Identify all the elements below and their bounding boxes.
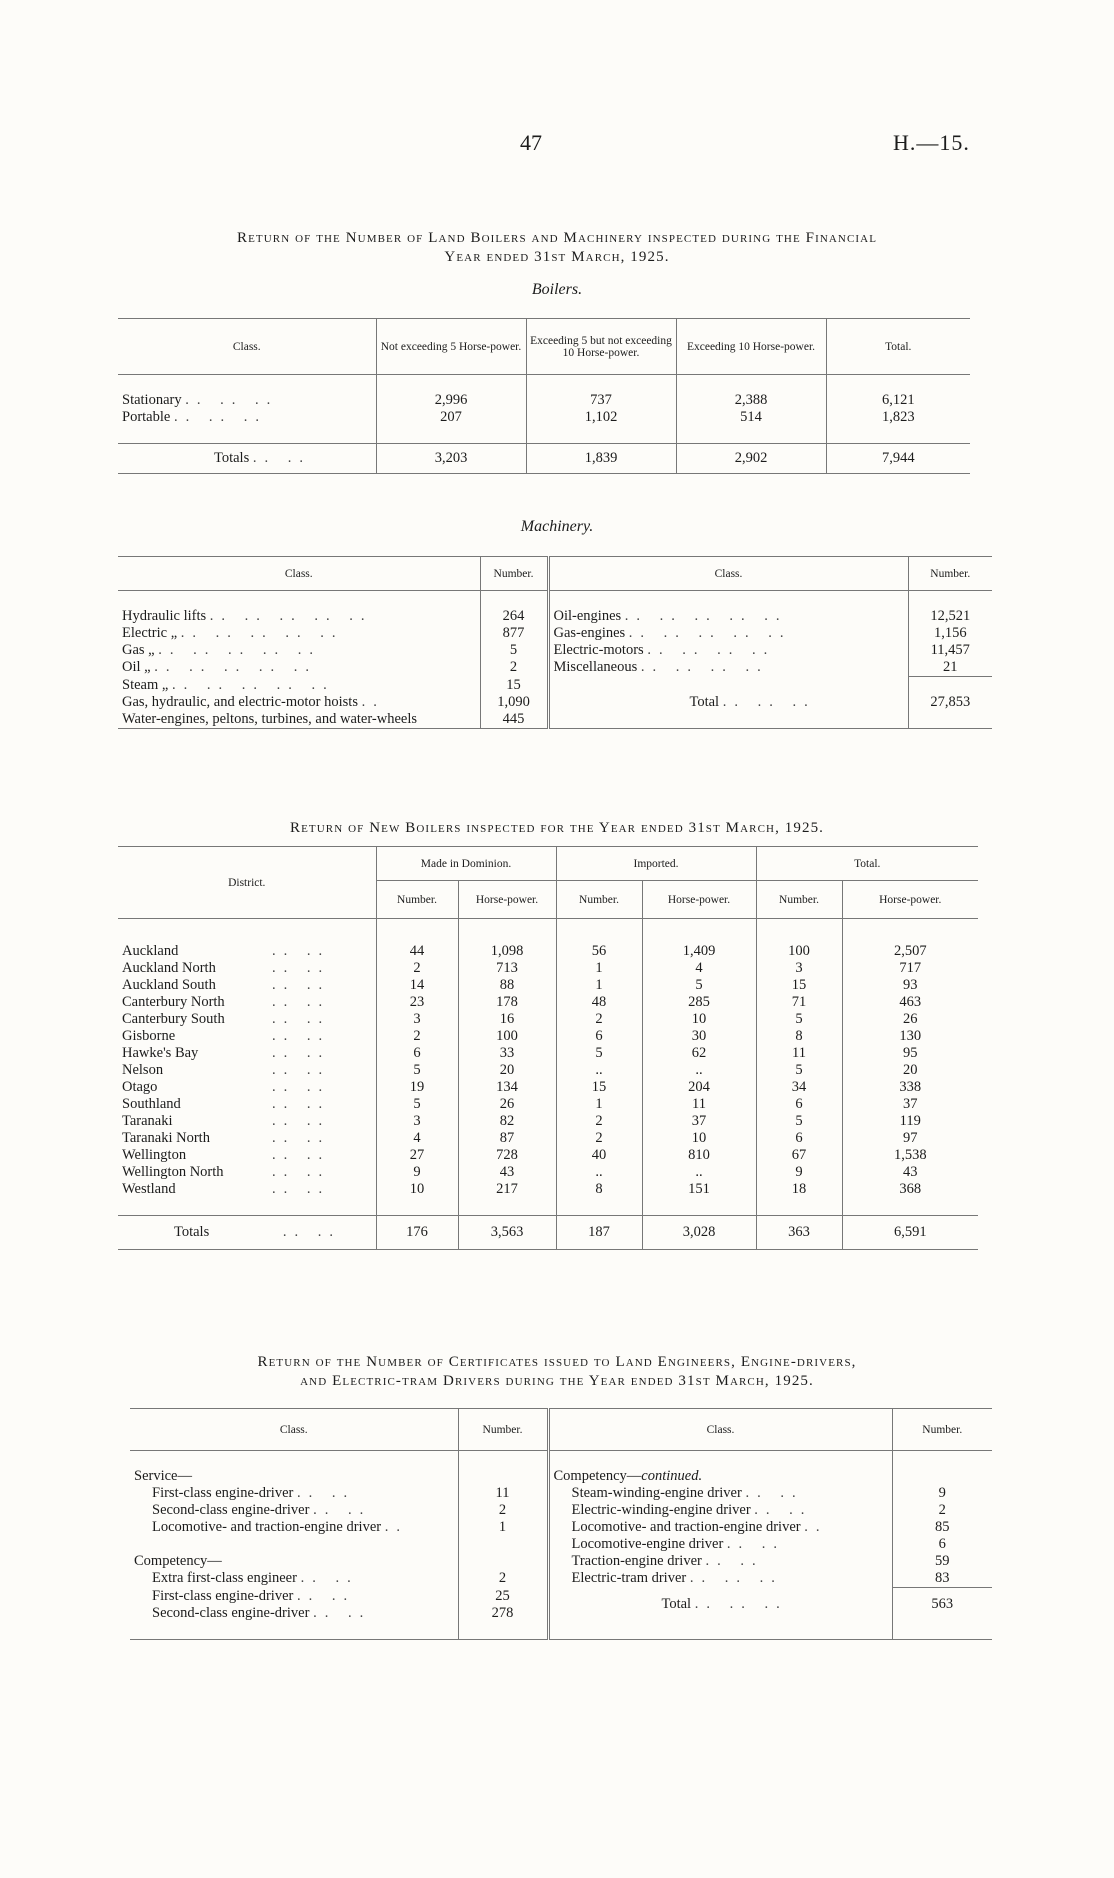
- boilers-header-gt10: Exceeding 10 Horse-power.: [676, 319, 826, 375]
- new-boilers-cell: 19: [376, 1079, 458, 1096]
- new-boilers-cell: 8: [556, 1181, 642, 1198]
- machinery-value: 877: [480, 625, 548, 642]
- machinery-total-label: Total: [689, 694, 720, 710]
- new-boilers-cell: 18: [756, 1181, 842, 1198]
- certificates-heading: Competency—: [134, 1553, 222, 1569]
- district-name: Nelson: [122, 1061, 164, 1078]
- district-cell: Auckland North .. ..: [122, 959, 331, 976]
- new-boilers-cell: 5: [376, 1096, 458, 1113]
- boilers-total-cell: 2,902: [676, 444, 826, 474]
- machinery-value: 2: [480, 659, 548, 677]
- machinery-row: Gas, hydraulic, and electric-motor hoists .. 1,090 Total .. .. .. 27,853: [118, 694, 992, 711]
- new-boilers-cell: 6: [376, 1045, 458, 1062]
- new-boilers-cell: 6: [556, 1028, 642, 1045]
- certificates-row: Locomotive-engine driver .. .. 6: [130, 1536, 992, 1553]
- machinery-label: Oil-engines: [553, 608, 622, 624]
- boilers-cell: 2,388: [676, 392, 826, 409]
- new-boilers-cell: 37: [642, 1113, 756, 1130]
- boilers-row-stationary: Stationary .. .. .. 2,996 737 2,388 6,121: [118, 392, 970, 409]
- new-boilers-cell: 130: [842, 1028, 978, 1045]
- new-boilers-cell: 26: [458, 1096, 556, 1113]
- machinery-header-class-right: Class.: [548, 557, 908, 591]
- new-boilers-table: [118, 846, 978, 1250]
- new-boilers-cell: 67: [756, 1147, 842, 1164]
- district-name: Wellington: [122, 1146, 187, 1163]
- boilers-row-label: Portable: [122, 409, 171, 425]
- new-boilers-title: Return of New Boilers inspected for the Year ended 31st March, 1925.: [289, 820, 825, 836]
- certificates-value: 11: [458, 1485, 548, 1502]
- certificates-value: 2: [458, 1570, 548, 1588]
- new-boilers-cell: 34: [756, 1079, 842, 1096]
- new-boilers-cell: ..: [642, 1164, 756, 1181]
- machinery-value: 264: [480, 608, 548, 625]
- district-name: Taranaki North: [122, 1129, 210, 1146]
- boilers-table: [118, 318, 970, 474]
- new-boilers-row: [118, 1096, 978, 1113]
- certificates-title: [100, 1353, 1014, 1391]
- new-boilers-cell: 87: [458, 1130, 556, 1147]
- certificates-label: Second-class engine-driver: [152, 1604, 310, 1621]
- machinery-row: Electric „ .. .. .. .. .. 877 Gas-engines .. .. .. .. .. 1,156: [118, 625, 992, 642]
- new-boilers-cell: 10: [642, 1130, 756, 1147]
- boilers-total-cell: 3,203: [376, 444, 526, 474]
- machinery-label: Electric „: [122, 625, 178, 641]
- machinery-label: Oil „: [122, 659, 151, 676]
- new-boilers-cell: 178: [458, 994, 556, 1011]
- district-cell: Gisborne .. ..: [122, 1027, 331, 1044]
- machinery-label: Hydraulic lifts: [122, 608, 207, 624]
- certificates-label: Second-class engine-driver: [152, 1502, 310, 1518]
- new-boilers-total-cell: 3,563: [458, 1215, 556, 1249]
- district-name: Otago: [122, 1078, 158, 1095]
- new-boilers-cell: 11: [756, 1045, 842, 1062]
- district-cell: Wellington North .. ..: [122, 1163, 331, 1180]
- new-boilers-cell: 27: [376, 1147, 458, 1164]
- boilers-title-line1: Return of the Number of Land Boilers and Machinery inspected during the Financial: [236, 230, 878, 246]
- machinery-value: 12,521: [908, 608, 992, 625]
- new-boilers-cell: 3: [756, 960, 842, 977]
- new-boilers-total-cell: 176: [376, 1215, 458, 1249]
- certificates-total-value: 563: [892, 1588, 992, 1622]
- certificates-title-line2: and Electric-tram Drivers during the Year ended 31st March, 1925.: [300, 1373, 814, 1389]
- new-boilers-total-cell: 187: [556, 1215, 642, 1249]
- new-boilers-cell: 97: [842, 1130, 978, 1147]
- machinery-header-number-left: Number.: [480, 557, 548, 591]
- new-boilers-cell: 56: [556, 943, 642, 960]
- district-cell: Taranaki .. ..: [122, 1112, 331, 1129]
- new-boilers-cell: 100: [756, 943, 842, 960]
- document-reference: H.—15.: [893, 130, 970, 155]
- new-boilers-row: [118, 977, 978, 994]
- district-cell: Wellington .. ..: [122, 1146, 331, 1163]
- new-boilers-cell: 204: [642, 1079, 756, 1096]
- new-boilers-cell: 10: [376, 1181, 458, 1198]
- certificates-value: 85: [892, 1519, 992, 1536]
- district-cell: Auckland South .. ..: [122, 976, 331, 993]
- new-boilers-cell: 100: [458, 1028, 556, 1045]
- machinery-label: Gas-engines: [553, 625, 626, 641]
- machinery-row: Hydraulic lifts .. .. .. .. .. 264 Oil-engines .. .. .. .. .. 12,521: [118, 608, 992, 625]
- district-name: Westland: [122, 1180, 176, 1197]
- machinery-label: Electric-motors: [553, 642, 644, 658]
- new-boilers-cell: 62: [642, 1045, 756, 1062]
- new-boilers-cell: 20: [842, 1062, 978, 1079]
- certificates-label: Locomotive-engine driver: [571, 1536, 724, 1552]
- new-boilers-cell: 713: [458, 960, 556, 977]
- new-boilers-row: [118, 1130, 978, 1147]
- boilers-row-label: Stationary: [122, 392, 182, 408]
- new-boilers-cell: 810: [642, 1147, 756, 1164]
- new-boilers-cell: 717: [842, 960, 978, 977]
- boilers-cell: 2,996: [376, 392, 526, 409]
- new-boilers-cell: 5: [642, 977, 756, 994]
- certificates-label: Locomotive- and traction-engine driver: [152, 1519, 382, 1535]
- district-name: Taranaki: [122, 1112, 173, 1129]
- new-boilers-cell: 43: [842, 1164, 978, 1181]
- new-boilers-cell: 134: [458, 1079, 556, 1096]
- new-boilers-cell: 5: [556, 1045, 642, 1062]
- certificates-value: 9: [892, 1485, 992, 1502]
- district-cell: Canterbury South .. ..: [122, 1010, 331, 1027]
- new-boilers-cell: 338: [842, 1079, 978, 1096]
- new-boilers-cell: 30: [642, 1028, 756, 1045]
- certificates-label: Electric-tram driver: [571, 1570, 687, 1587]
- certificates-row: [130, 1468, 992, 1485]
- machinery-header-class-left: Class.: [284, 567, 313, 580]
- certificates-table: [130, 1408, 992, 1640]
- machinery-label: Miscellaneous: [553, 659, 638, 676]
- certificates-label: First-class engine-driver: [152, 1587, 294, 1604]
- certificates-heading: Service—: [134, 1468, 192, 1484]
- certificates-header-number-right: Number.: [892, 1409, 992, 1451]
- certificates-row: Locomotive- and traction-engine driver .. 1 Locomotive- and traction-engine driver .. 85: [130, 1519, 992, 1536]
- boilers-header-total: Total.: [826, 319, 970, 375]
- new-boilers-cell: 43: [458, 1164, 556, 1181]
- new-boilers-cell: 2: [556, 1130, 642, 1147]
- machinery-label: Gas, hydraulic, and electric-motor hoists: [122, 694, 358, 710]
- district-cell: Canterbury North .. ..: [122, 993, 331, 1010]
- certificates-value: 278: [458, 1605, 548, 1622]
- new-boilers-subheader: Number.: [556, 881, 642, 919]
- boilers-totals-row: Totals .. .. 3,203 1,839 2,902 7,944: [118, 444, 970, 474]
- district-cell: Auckland .. ..: [122, 942, 331, 959]
- new-boilers-cell: 48: [556, 994, 642, 1011]
- new-boilers-cell: 9: [756, 1164, 842, 1181]
- new-boilers-cell: 40: [556, 1147, 642, 1164]
- new-boilers-cell: 20: [458, 1062, 556, 1079]
- certificates-value: 1: [458, 1519, 548, 1536]
- certificates-label: Locomotive- and traction-engine driver: [571, 1519, 801, 1535]
- new-boilers-cell: 119: [842, 1113, 978, 1130]
- certificates-title-line1: Return of the Number of Certificates issued to Land Engineers, Engine-drivers,: [257, 1354, 857, 1370]
- new-boilers-cell: 9: [376, 1164, 458, 1181]
- new-boilers-cell: 82: [458, 1113, 556, 1130]
- new-boilers-cell: 2: [556, 1011, 642, 1028]
- new-boilers-subheader: Horse-power.: [842, 881, 978, 919]
- new-boilers-header-district: District.: [118, 847, 376, 919]
- new-boilers-cell: 5: [756, 1062, 842, 1079]
- new-boilers-row: [118, 1181, 978, 1198]
- machinery-value: 21: [908, 659, 992, 677]
- new-boilers-cell: 8: [756, 1028, 842, 1045]
- certificates-label: First-class engine-driver: [152, 1485, 294, 1501]
- new-boilers-cell: 10: [642, 1011, 756, 1028]
- new-boilers-total-cell: 363: [756, 1215, 842, 1249]
- new-boilers-cell: 88: [458, 977, 556, 994]
- machinery-label: Steam „: [122, 676, 169, 693]
- boilers-totals-label: Totals: [214, 450, 250, 466]
- certificates-row: First-class engine-driver .. .. 25 Total .. .. .. 563: [130, 1588, 992, 1605]
- district-cell: Westland .. ..: [122, 1180, 331, 1197]
- new-boilers-cell: 23: [376, 994, 458, 1011]
- new-boilers-cell: 95: [842, 1045, 978, 1062]
- district-name: Auckland: [122, 942, 179, 959]
- machinery-label: Water-engines, peltons, turbines, and water-wheels: [122, 711, 417, 727]
- new-boilers-cell: 6: [756, 1096, 842, 1113]
- boilers-header-class: Class.: [232, 340, 261, 353]
- certificates-value: 25: [458, 1588, 548, 1605]
- new-boilers-row: [118, 1113, 978, 1130]
- machinery-value: 1,156: [908, 625, 992, 642]
- district-name: Hawke's Bay: [122, 1044, 199, 1061]
- new-boilers-cell: 11: [642, 1096, 756, 1113]
- machinery-value: 5: [480, 642, 548, 659]
- new-boilers-cell: 2,507: [842, 943, 978, 960]
- certificates-label: Electric-winding-engine driver: [571, 1502, 751, 1518]
- machinery-value: 15: [480, 677, 548, 695]
- new-boilers-row: [118, 1028, 978, 1045]
- new-boilers-cell: 15: [556, 1079, 642, 1096]
- boilers-cell: 514: [676, 409, 826, 426]
- machinery-table: [118, 556, 992, 729]
- certificates-row: Second-class engine-driver .. .. 2 Electric-winding-engine driver .. .. 2: [130, 1502, 992, 1519]
- new-boilers-cell: 368: [842, 1181, 978, 1198]
- new-boilers-cell: 3: [376, 1011, 458, 1028]
- new-boilers-header-total: Total.: [756, 847, 978, 881]
- new-boilers-subheader: Horse-power.: [642, 881, 756, 919]
- district-name: Gisborne: [122, 1027, 176, 1044]
- boilers-total-cell: 7,944: [826, 444, 970, 474]
- new-boilers-cell: ..: [556, 1164, 642, 1181]
- new-boilers-cell: 4: [642, 960, 756, 977]
- page-number: 47: [520, 130, 542, 155]
- certificates-header-class-right: Class.: [548, 1409, 892, 1451]
- boilers-cell: 737: [526, 392, 676, 409]
- new-boilers-cell: 15: [756, 977, 842, 994]
- district-cell: Southland .. ..: [122, 1095, 331, 1112]
- new-boilers-cell: 33: [458, 1045, 556, 1062]
- certificates-label: Steam-winding-engine driver: [571, 1485, 742, 1501]
- district-name: Canterbury South: [122, 1010, 225, 1027]
- machinery-row: [118, 711, 992, 729]
- new-boilers-header-dominion: Made in Dominion.: [376, 847, 556, 881]
- new-boilers-cell: 3: [376, 1113, 458, 1130]
- district-cell: Hawke's Bay .. ..: [122, 1044, 331, 1061]
- new-boilers-cell: 1: [556, 960, 642, 977]
- new-boilers-cell: 26: [842, 1011, 978, 1028]
- machinery-label: Gas „: [122, 642, 155, 658]
- certificates-label: Extra first-class engineer: [152, 1570, 297, 1587]
- new-boilers-cell: 71: [756, 994, 842, 1011]
- district-name: Auckland North: [122, 959, 216, 976]
- district-cell: Nelson .. ..: [122, 1061, 331, 1078]
- machinery-value: 11,457: [908, 642, 992, 659]
- boilers-subtitle: Boilers.: [531, 281, 583, 298]
- new-boilers-cell: 44: [376, 943, 458, 960]
- certificates-value: 2: [892, 1502, 992, 1519]
- boilers-cell: 1,823: [826, 409, 970, 426]
- new-boilers-cell: 2: [376, 960, 458, 977]
- certificates-row: Competency— Traction-engine driver .. .. 59: [130, 1553, 992, 1570]
- new-boilers-totals-row: Totals .. .. 176 3,563 187 3,028 363 6,591: [118, 1215, 978, 1249]
- new-boilers-subheader: Number.: [376, 881, 458, 919]
- boilers-header-le5: Not exceeding 5 Horse-power.: [376, 319, 526, 375]
- new-boilers-cell: 151: [642, 1181, 756, 1198]
- certificates-header-number-left: Number.: [458, 1409, 548, 1451]
- boilers-row-portable: Portable .. .. .. 207 1,102 514 1,823: [118, 409, 970, 426]
- certificates-row: Second-class engine-driver .. .. 278: [130, 1605, 992, 1622]
- new-boilers-totals-label: Totals: [174, 1223, 210, 1240]
- new-boilers-cell: 4: [376, 1130, 458, 1147]
- new-boilers-cell: 285: [642, 994, 756, 1011]
- new-boilers-cell: 728: [458, 1147, 556, 1164]
- new-boilers-row: [118, 1079, 978, 1096]
- new-boilers-cell: 1: [556, 977, 642, 994]
- boilers-title-line2: Year ended 31st March, 1925.: [444, 249, 670, 265]
- new-boilers-cell: 2: [556, 1113, 642, 1130]
- new-boilers-cell: 6: [756, 1130, 842, 1147]
- certificates-label: Traction-engine driver: [571, 1553, 702, 1569]
- certificates-value: 59: [892, 1553, 992, 1570]
- new-boilers-total-cell: 3,028: [642, 1215, 756, 1249]
- new-boilers-row: [118, 1011, 978, 1028]
- machinery-row: Gas „ .. .. .. .. .. 5 Electric-motors .. .. .. .. 11,457: [118, 642, 992, 659]
- boilers-title: [100, 229, 1014, 267]
- certificates-row: Extra first-class engineer .. .. 2 Electric-tram driver .. .. .. 83: [130, 1570, 992, 1588]
- new-boilers-row: [118, 1147, 978, 1164]
- district-cell: Otago .. ..: [122, 1078, 331, 1095]
- new-boilers-cell: 2: [376, 1028, 458, 1045]
- new-boilers-cell: 463: [842, 994, 978, 1011]
- district-cell: Taranaki North .. ..: [122, 1129, 331, 1146]
- boilers-cell: 1,102: [526, 409, 676, 426]
- new-boilers-header-imported: Imported.: [556, 847, 756, 881]
- new-boilers-cell: 37: [842, 1096, 978, 1113]
- new-boilers-row: [118, 960, 978, 977]
- new-boilers-cell: 14: [376, 977, 458, 994]
- certificates-right-heading-continued: continued.: [641, 1468, 703, 1484]
- district-name: Canterbury North: [122, 993, 225, 1010]
- new-boilers-row: [118, 1164, 978, 1181]
- new-boilers-cell: 1: [556, 1096, 642, 1113]
- machinery-value: 445: [480, 711, 548, 729]
- district-name: Southland: [122, 1095, 181, 1112]
- machinery-total-value: 27,853: [908, 694, 992, 711]
- district-name: Auckland South: [122, 976, 216, 993]
- new-boilers-cell: ..: [642, 1062, 756, 1079]
- certificates-header-class-left: Class.: [279, 1423, 308, 1436]
- new-boilers-cell: 5: [756, 1011, 842, 1028]
- new-boilers-cell: 93: [842, 977, 978, 994]
- new-boilers-subheader: Horse-power.: [458, 881, 556, 919]
- new-boilers-cell: ..: [556, 1062, 642, 1079]
- new-boilers-row: [118, 1045, 978, 1062]
- boilers-cell: 6,121: [826, 392, 970, 409]
- new-boilers-cell: 1,098: [458, 943, 556, 960]
- machinery-value: 1,090: [480, 694, 548, 711]
- new-boilers-subheader: Number.: [756, 881, 842, 919]
- boilers-total-cell: 1,839: [526, 444, 676, 474]
- district-name: Wellington North: [122, 1163, 224, 1180]
- new-boilers-row: [118, 994, 978, 1011]
- new-boilers-total-cell: 6,591: [842, 1215, 978, 1249]
- certificates-row: First-class engine-driver .. .. 11 Steam-winding-engine driver .. .. 9: [130, 1485, 992, 1502]
- boilers-header-5to10: Exceeding 5 but not exceeding 10 Horse-power.: [526, 319, 676, 375]
- certificates-value: 2: [458, 1502, 548, 1519]
- certificates-right-heading: Competency—: [553, 1468, 642, 1484]
- new-boilers-cell: 1,538: [842, 1147, 978, 1164]
- new-boilers-cell: 217: [458, 1181, 556, 1198]
- machinery-header-number-right: Number.: [908, 557, 992, 591]
- new-boilers-cell: 5: [376, 1062, 458, 1079]
- certificates-value: 6: [892, 1536, 992, 1553]
- certificates-total-label: Total: [661, 1596, 692, 1612]
- boilers-cell: 207: [376, 409, 526, 426]
- machinery-row: Oil „ .. .. .. .. .. 2 Miscellaneous .. .. .. .. 21: [118, 659, 992, 677]
- certificates-value: 83: [892, 1570, 992, 1588]
- new-boilers-row: [118, 943, 978, 960]
- new-boilers-cell: 1,409: [642, 943, 756, 960]
- machinery-subtitle: Machinery.: [520, 518, 594, 535]
- new-boilers-cell: 5: [756, 1113, 842, 1130]
- new-boilers-row: [118, 1062, 978, 1079]
- new-boilers-cell: 16: [458, 1011, 556, 1028]
- new-boilers-body: [118, 943, 978, 1198]
- machinery-row: Steam „ .. .. .. .. .. 15: [118, 677, 992, 695]
